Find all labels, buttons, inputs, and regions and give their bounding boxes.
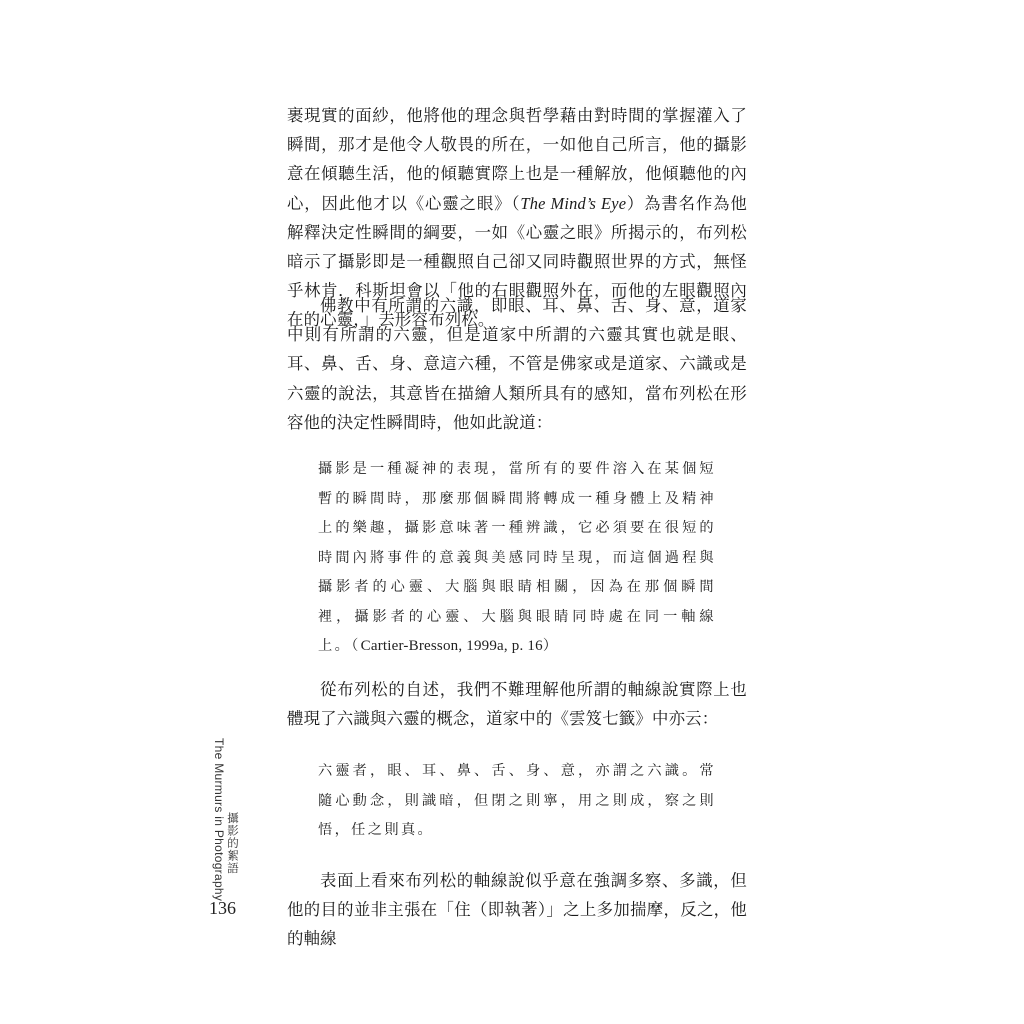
paragraph-1-text: 裹現實的面紗，他將他的理念與哲學藉由對時間的掌握灌入了瞬間，那才是他令人敬畏的所在，一如他自己所言，他的攝影意在傾聽生活，他的傾聽實際上也是一種解放，他傾聽他的內心，因此他才以《心靈之眼》（ [287,106,747,213]
body-paragraph-3 [287,675,747,733]
block-quote-2 [318,757,716,846]
running-title-english: The Murmurs in Photography [212,738,226,902]
book-title-italic: The Mind’s Eye [520,193,627,213]
running-title-chinese: 攝影的絮語 [226,812,240,875]
paragraph-3-text: 從布列松的自述，我們不難理解他所謂的軸線說實際上也體現了六識與六靈的概念，道家中的《雲笈七籤》中亦云： [287,680,747,729]
quote-2-text: 六靈者，眼、耳、鼻、舌、身、意，亦謂之六識。常隨心動念，則識暗，但閉之則寧，用之則成，察之則悟，任之則真。 [318,763,716,838]
quote-1-citation: Cartier-Bresson, 1999a, p. 16 [360,638,543,654]
paragraph-4-text: 表面上看來布列松的軸線說似乎意在強調多察、多識，但他的目的並非主張在「住（即執著）」之上多加揣摩，反之，他的軸線 [287,871,747,949]
quote-1-text-after: ） [542,638,560,654]
paragraph-1-text-after: ）為書名作為他解釋決定性瞬間的綱要，一如《心靈之眼》所揭示的，布列松暗示了攝影即是一種觀照自己卻又同時觀照世界的方式，無怪乎林肯．科斯坦會以「他的右眼觀照外在，而他的左眼觀照內在的心靈，」去形容布列松。 [287,193,747,330]
quote-1-text: 攝影是一種凝神的表現，當所有的要件溶入在某個短暫的瞬間時，那麼那個瞬間將轉成一種身體上及精神上的樂趣，攝影意味著一種辨識，它必須要在很短的時間內將事件的意義與美感同時呈現，而這個過程與攝影者的心靈、大腦與眼睛相關，因為在那個瞬間裡，攝影者的心靈、大腦與眼睛同時處在同一軸線上。（ [318,461,716,654]
block-quote-1 [318,455,716,662]
body-paragraph-4 [287,866,747,954]
page-number: 136 [209,898,236,918]
paragraph-2-text: 佛教中有所謂的六識，即眼、耳、鼻、舌、身、意，道家中則有所謂的六靈，但是道家中所謂的六靈其實也就是眼、耳、鼻、舌、身、意這六種，不管是佛家或是道家、六識或是六靈的說法，其意皆在描繪人類所具有的感知，當布列松在形容他的決定性瞬間時，他如此說道： [287,296,747,432]
body-paragraph-2 [287,291,747,437]
